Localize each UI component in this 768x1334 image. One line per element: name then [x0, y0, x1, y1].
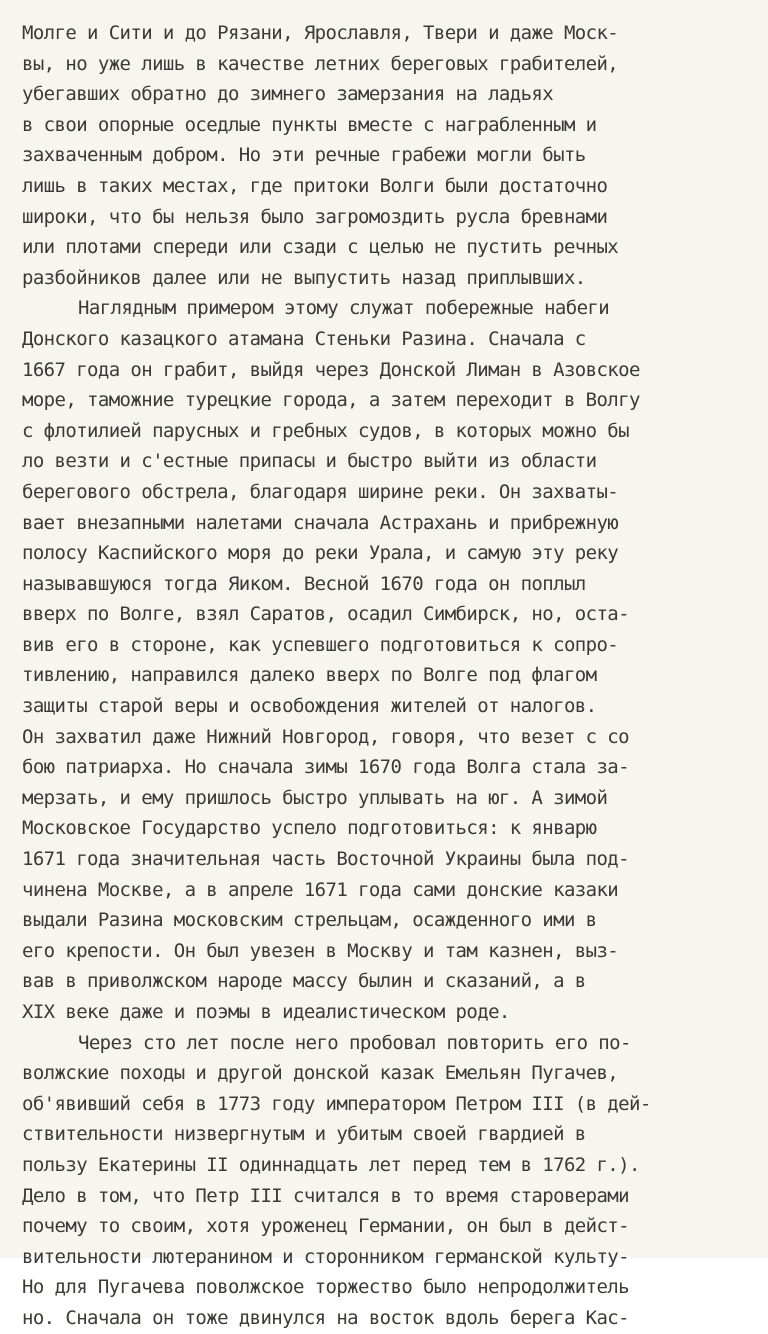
text-line: лишь в таких местах, где притоки Волги были достаточно — [22, 174, 608, 197]
text-line: чинена Москве, а в апреле 1671 года сами донские казаки — [22, 878, 619, 901]
text-line: пользу Екатерины II одиннадцать лет перед тем в 1762 г.). — [22, 1153, 640, 1176]
text-line: Московское Государство успело подготовиться: к январю — [22, 817, 597, 840]
text-line: 1667 года он грабит, выйдя через Донской Лиман в Азовское — [22, 358, 640, 381]
text-line: вверх по Волге, взял Саратов, осадил Симбирск, но, оста- — [22, 603, 629, 626]
text-line: Наглядным примером этому служат побережные набеги — [78, 297, 610, 320]
text-line: вав в приволжском народе массу былин и сказаний, а в — [22, 970, 586, 993]
text-line: Он захватил даже Нижний Новгород, говоря, что везет с со — [22, 725, 629, 748]
text-line: захваченным добром. Но эти речные грабежи могли быть — [22, 144, 586, 167]
text-line: море, таможние турецкие города, а затем переходит в Волгу — [22, 389, 640, 412]
text-line: волжские походы и другой донской казак Емельян Пугачев, — [22, 1062, 619, 1085]
text-line: вы, но уже лишь в качестве летних береговых грабителей, — [22, 52, 619, 75]
text-line: защиты старой веры и освобождения жителей от налогов. — [22, 695, 597, 718]
text-line: берегового обстрела, благодаря ширине реки. Он захваты- — [22, 480, 619, 503]
paragraph — [22, 1028, 764, 1334]
paragraph — [22, 293, 764, 1027]
text-line: с флотилией парусных и гребных судов, в которых можно бы — [22, 419, 629, 442]
text-line: вив его в стороне, как успевшего подготовиться к сопро- — [22, 633, 619, 656]
text-line: полосу Каспийского моря до реки Урала, и самую эту реку — [22, 542, 619, 565]
text-line: бою патриарха. Но сначала зимы 1670 года Волга стала за- — [22, 756, 629, 779]
text-line: вает внезапными налетами сначала Астрахань и прибрежную — [22, 511, 619, 534]
text-line: его крепости. Он был увезен в Москву и там казнен, выз- — [22, 939, 619, 962]
text-line: 1671 года значительная часть Восточной Украины была под- — [22, 848, 629, 871]
text-line: выдали Разина московским стрельцам, осажденного ими в — [22, 909, 597, 932]
text-line: или плотами спереди или сзади с целью не пустить речных — [22, 236, 619, 259]
text-line: Через сто лет после него пробовал повторить его по- — [78, 1031, 631, 1054]
text-line: ло везти и с'естные припасы и быстро выйти из области — [22, 450, 597, 473]
text-line: Но для Пугачева поволжское торжество было непродолжитель — [22, 1276, 629, 1299]
text-line: ствительности низвергнутым и убитым своей гвардией в — [22, 1123, 586, 1146]
page-text — [22, 18, 764, 1334]
text-line: называвшуюся тогда Яиком. Весной 1670 года он поплыл — [22, 572, 586, 595]
text-line: широки, что бы нельзя было загромоздить русла бревнами — [22, 205, 608, 228]
text-line: об'явивший себя в 1773 году императором Петром III (в дей- — [22, 1092, 651, 1115]
text-line: тивлению, направился далеко вверх по Волге под флагом — [22, 664, 597, 687]
paragraph — [22, 18, 764, 293]
text-line: мерзать, и ему пришлось быстро уплывать на юг. А зимой — [22, 786, 608, 809]
text-line: в свои опорные оседлые пункты вместе с награбленным и — [22, 113, 597, 136]
text-line: XIX веке даже и поэмы в идеалистическом роде. — [22, 1001, 510, 1023]
text-line: убегавших обратно до зимнего замерзания на ладьях — [22, 83, 554, 106]
text-line: Дело в том, что Петр III считался в то время староверами — [22, 1184, 629, 1207]
text-line: разбойников далее или не выпустить назад приплывших. — [22, 266, 586, 289]
text-line: вительности лютеранином и сторонником германской культу- — [22, 1245, 629, 1268]
text-line: почему то своим, хотя уроженец Германии, он был в дейст- — [22, 1215, 629, 1238]
text-line: Донского казацкого атамана Стеньки Разина. Сначала с — [22, 327, 586, 350]
text-line: но. Сначала он тоже двинулся на восток вдоль берега Кас- — [22, 1306, 629, 1329]
text-line: Молге и Сити и до Рязани, Ярославля, Твери и даже Моск- — [22, 22, 619, 44]
